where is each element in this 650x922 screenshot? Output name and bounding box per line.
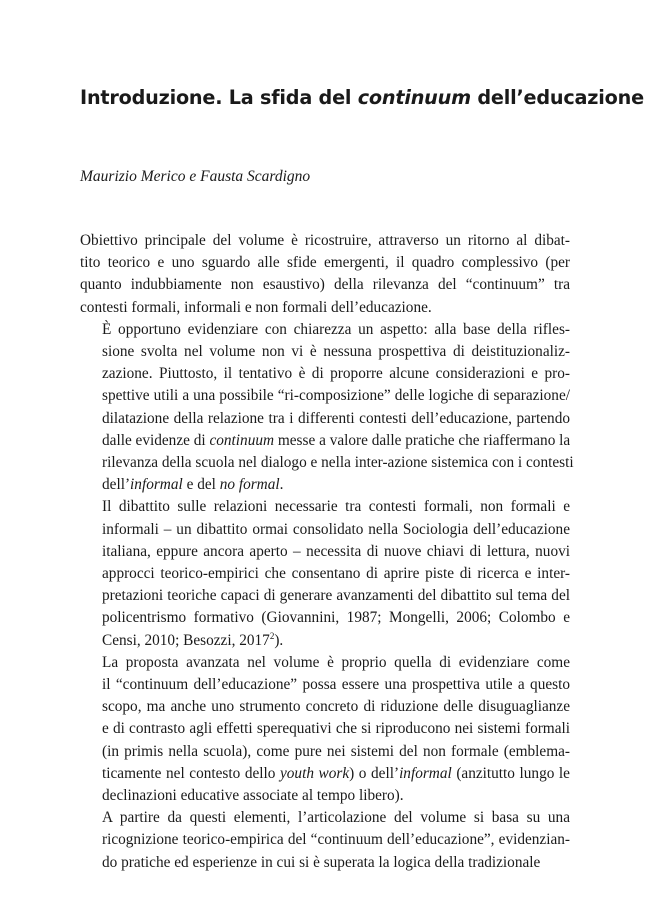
paragraph	[80, 319, 574, 497]
text-segment: do pratiche ed esperienze in cui si è superata la logica della tradizionale	[102, 853, 541, 871]
text-segment: rilevanza della scuola nel dialogo e nella inter-azione sistemica con i contesti	[102, 454, 574, 472]
text-line	[80, 496, 570, 518]
text-segment: quanto indubbiamente non esaustivo) della rilevanza del “continuum” tra	[80, 276, 570, 294]
text-line	[80, 696, 570, 718]
text-segment: (anzitutto lungo le	[451, 764, 570, 782]
text-segment: pretazioni teoriche capaci di generare avanzamenti del dibattito sul tema del	[102, 587, 570, 605]
text-segment: Il dibattito sulle relazioni necessarie tra contesti formali, non formali e	[102, 498, 570, 516]
text-segment: spettive utili a una possibile “ri-composizione” delle logiche di separazione/	[102, 387, 570, 405]
text-segment: e del	[182, 476, 220, 494]
text-segment: A partire da questi elementi, l’articolazione del volume si basa su una	[102, 809, 570, 827]
text-line	[80, 541, 570, 563]
text-segment: dell’	[102, 476, 131, 494]
text-segment: sione svolta nel volume non vi è nessuna prospettiva di deistituzionaliz-	[102, 343, 570, 361]
italic-term: continuum	[209, 431, 275, 449]
text-segment: .	[279, 476, 284, 494]
chapter-body	[80, 230, 574, 874]
text-line	[80, 519, 570, 541]
text-line	[80, 741, 570, 763]
paragraph	[80, 230, 570, 319]
text-line	[80, 807, 570, 829]
text-line	[80, 408, 570, 430]
text-line	[80, 363, 570, 385]
text-segment: policentrismo formativo (Giovannini, 1987; Mongelli, 2006; Colombo e	[102, 609, 570, 627]
text-segment: zazione. Piuttosto, il tentativo è di proporre alcune considerazioni e pro-	[102, 365, 570, 383]
text-segment: ).	[274, 631, 284, 649]
text-segment: ) o dell’	[349, 764, 400, 782]
text-line	[80, 563, 570, 585]
italic-term: informal	[399, 764, 452, 782]
text-line	[80, 829, 570, 851]
text-line	[80, 785, 570, 807]
text-line	[80, 297, 570, 319]
chapter-authors: Maurizio Merico e Fausta Scardigno	[80, 168, 311, 185]
paragraph	[80, 652, 570, 807]
text-segment: È opportuno evidenziare con chiarezza un aspetto: alla base della rifles-	[102, 320, 570, 338]
text-segment: e di contrasto agli effetti sperequativi che si riproducono nei sistemi formali	[102, 720, 570, 738]
text-line	[80, 630, 570, 652]
text-line	[80, 607, 570, 629]
text-line	[80, 385, 570, 407]
text-segment: approcci teorico-empirici che consentano di aprire piste di ricerca e inter-	[102, 565, 570, 583]
text-line	[80, 319, 570, 341]
italic-term: no formal	[219, 476, 280, 494]
text-line	[80, 252, 570, 274]
footnote-ref: 2	[269, 630, 275, 641]
text-line	[80, 430, 570, 452]
chapter-title-italic: continuum	[357, 86, 471, 109]
text-line	[80, 585, 570, 607]
text-segment: messe a valore dalle pratiche che riaffermano la	[274, 431, 571, 449]
text-line	[80, 718, 570, 740]
text-line	[80, 274, 570, 296]
text-segment: declinazioni educative associate al tempo libero).	[102, 787, 404, 805]
text-line	[80, 674, 570, 696]
text-line	[80, 652, 570, 674]
text-segment: tito teorico e uno sguardo alle sfide emergenti, il quadro complessivo (per	[80, 254, 570, 272]
text-line	[80, 452, 574, 474]
text-segment: dilatazione della relazione tra i differenti contesti dell’educazione, partendo	[102, 409, 570, 427]
text-segment: scopo, ma anche uno strumento concreto di riduzione delle disuguaglianze	[102, 698, 570, 716]
text-line	[80, 341, 570, 363]
paragraph	[80, 807, 570, 874]
text-segment: (in primis nella scuola), come pure nei sistemi del non formale (emblema-	[102, 742, 570, 760]
text-line	[80, 852, 570, 874]
paragraph	[80, 496, 570, 651]
text-line	[80, 230, 570, 252]
text-segment: ticamente nel contesto dello	[102, 764, 280, 782]
chapter-title	[80, 86, 644, 109]
text-segment: ricognizione teorico-empirica del “continuum dell’educazione”, evidenzian-	[102, 831, 570, 849]
text-segment: italiana, eppure ancora aperto – necessita di nuove chiavi di lettura, nuovi	[102, 542, 570, 560]
text-segment: informali – un dibattito ormai consolidato nella Sociologia dell’educazione	[102, 520, 570, 538]
italic-term: youth work	[279, 764, 350, 782]
text-line	[80, 474, 570, 496]
chapter-title-part1: Introduzione. La sfida del	[80, 86, 358, 109]
text-segment: contesti formali, informali e non formali dell’educazione.	[80, 298, 432, 316]
text-segment: La proposta avanzata nel volume è proprio quella di evidenziare come	[102, 653, 570, 671]
text-segment: il “continuum dell’educazione” possa essere una prospettiva utile a questo	[102, 676, 570, 694]
text-line	[80, 763, 570, 785]
text-segment: dalle evidenze di	[102, 431, 210, 449]
chapter-title-part3: dell’educazione	[470, 86, 644, 109]
text-segment: Obiettivo principale del volume è ricostruire, attraverso un ritorno al dibat-	[80, 232, 570, 249]
italic-term: informal	[130, 476, 183, 494]
text-segment: Censi, 2010; Besozzi, 2017	[102, 631, 270, 649]
